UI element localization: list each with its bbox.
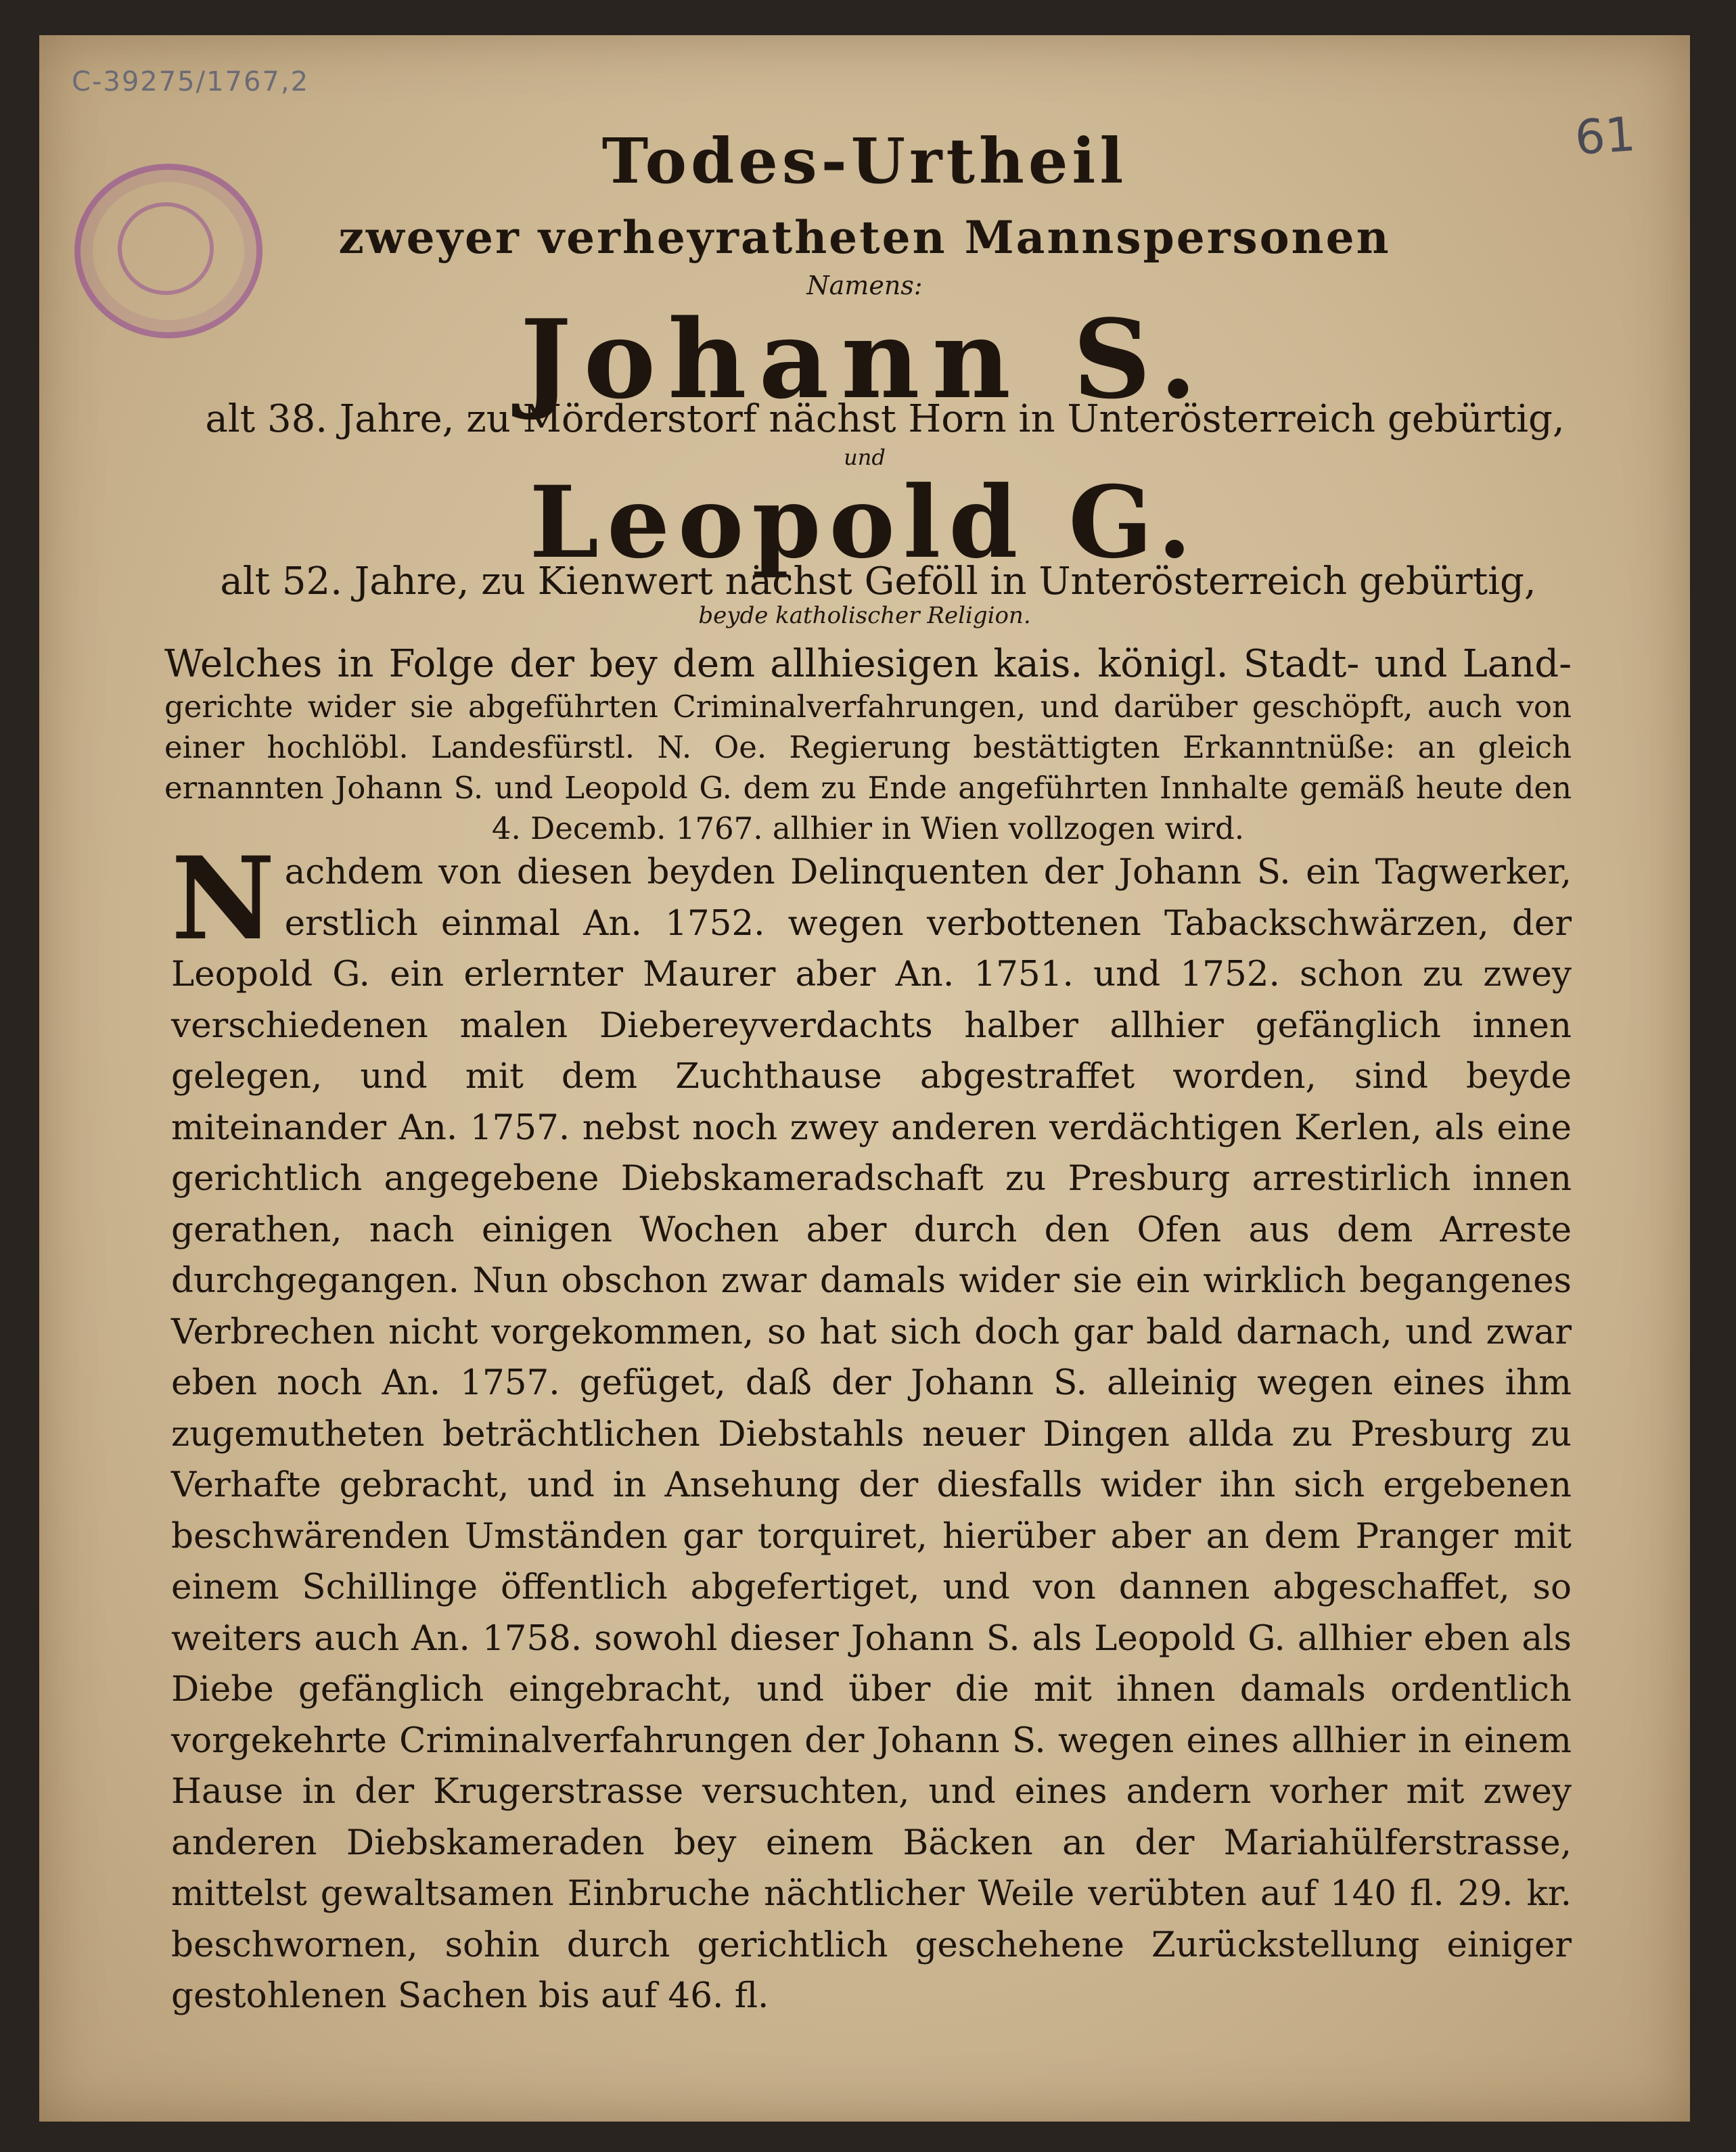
document-page (39, 35, 1690, 2122)
conjunction-und: und (844, 444, 886, 470)
document-subtitle: zweyer verheyratheten Mannspersonen (338, 211, 1391, 264)
document-title: Todes-Urtheil (601, 124, 1128, 198)
summary-text: gerichte wider sie abgeführten Criminalverfahrungen, und darüber geschöpft, auch von einer hochlöbl. Landesfürstl. N. Oe. Regierung bestättigten Erkanntnüße: an gleich ernannten Johann S. und Leopold G. dem zu Ende angeführten Innhalte gemäß heute den 4. Decemb. 1767. allhier in Wien vollzogen wird. (164, 689, 1572, 846)
person1-name: Johann S. (520, 296, 1210, 423)
folio-number: 61 (1573, 106, 1637, 166)
drop-cap: N (171, 831, 275, 965)
person1-details: alt 38. Jahre, zu Mörderstorf nächst Horn in Unterösterreich gebürtig, (205, 397, 1565, 441)
person2-details: alt 52. Jahre, zu Kienwert nächst Geföll in Unterösterreich gebürtig, (220, 559, 1536, 603)
summary-paragraph (164, 644, 1572, 849)
body-paragraph (171, 831, 1572, 2022)
religion-line: beyde katholischer Religion. (698, 602, 1031, 629)
body-text: achdem von diesen beyden Delinquenten der Johann S. ein Tagwerker, erstlich einmal An. 1752. wegen verbottenen Tabackschwärzen, der Leopold G. ein erlernter Maurer aber An. 1751. und 1752. schon zu zwey verschiedenen malen Diebereyverdachts halber allhier gefänglich innen gelegen, und mit dem Zuchthause abgestraffet worden, sind beyde miteinander An. 1757. nebst noch zwey anderen verdächtigen Kerlen, als eine gerichtlich angegebene Diebskameradschaft zu Presburg arrestirlich innen gerathen, nach einigen Wochen aber durch den Ofen aus dem Arreste durchgegangen. Nun obschon zwar damals wider sie ein wirklich begangenes Verbrechen nicht vorgekommen, so hat sich doch gar bald darnach, und zwar eben noch An. 1757. gefüget, daß der Johann S. alleinig wegen eines ihm zugemutheten beträchtlichen Diebstahls neuer Dingen allda zu Presburg zu Verhafte gebracht, und in Ansehung der diesfalls wider ihn sich ergebenen beschwärenden Umständen gar torquiret, hierüber aber an dem Pranger mit einem Schillinge öffentlich abgefertiget, und von dannen abgeschaffet, so weiters auch An. 1758. sowohl dieser Johann S. als Leopold G. allhier eben als Diebe gefänglich eingebracht, und über die mit ihnen damals ordentlich vorgekehrte Criminalverfahrungen der Johann S. wegen eines allhier in einem Hause in der Krugerstrasse versuchten, und eines andern vorher mit zwey anderen Diebskameraden bey einem Bäcken an der Mariahülferstrasse, mittelst gewaltsamen Einbruche nächtlicher Weile verübten auf 140 fl. 29. kr. beschwornen, sohin durch gerichtlich geschehene Zurückstellung einiger gestohlenen Sachen bis auf 46. fl. (171, 852, 1572, 2016)
person2-name: Leopold G. (529, 465, 1200, 580)
archive-number: C-39275/1767,2 (72, 66, 310, 97)
namens-label: Namens: (806, 271, 923, 300)
summary-first-line: Welches in Folge der bey dem allhiesigen kais. königl. Stadt- und Land- (164, 642, 1572, 686)
